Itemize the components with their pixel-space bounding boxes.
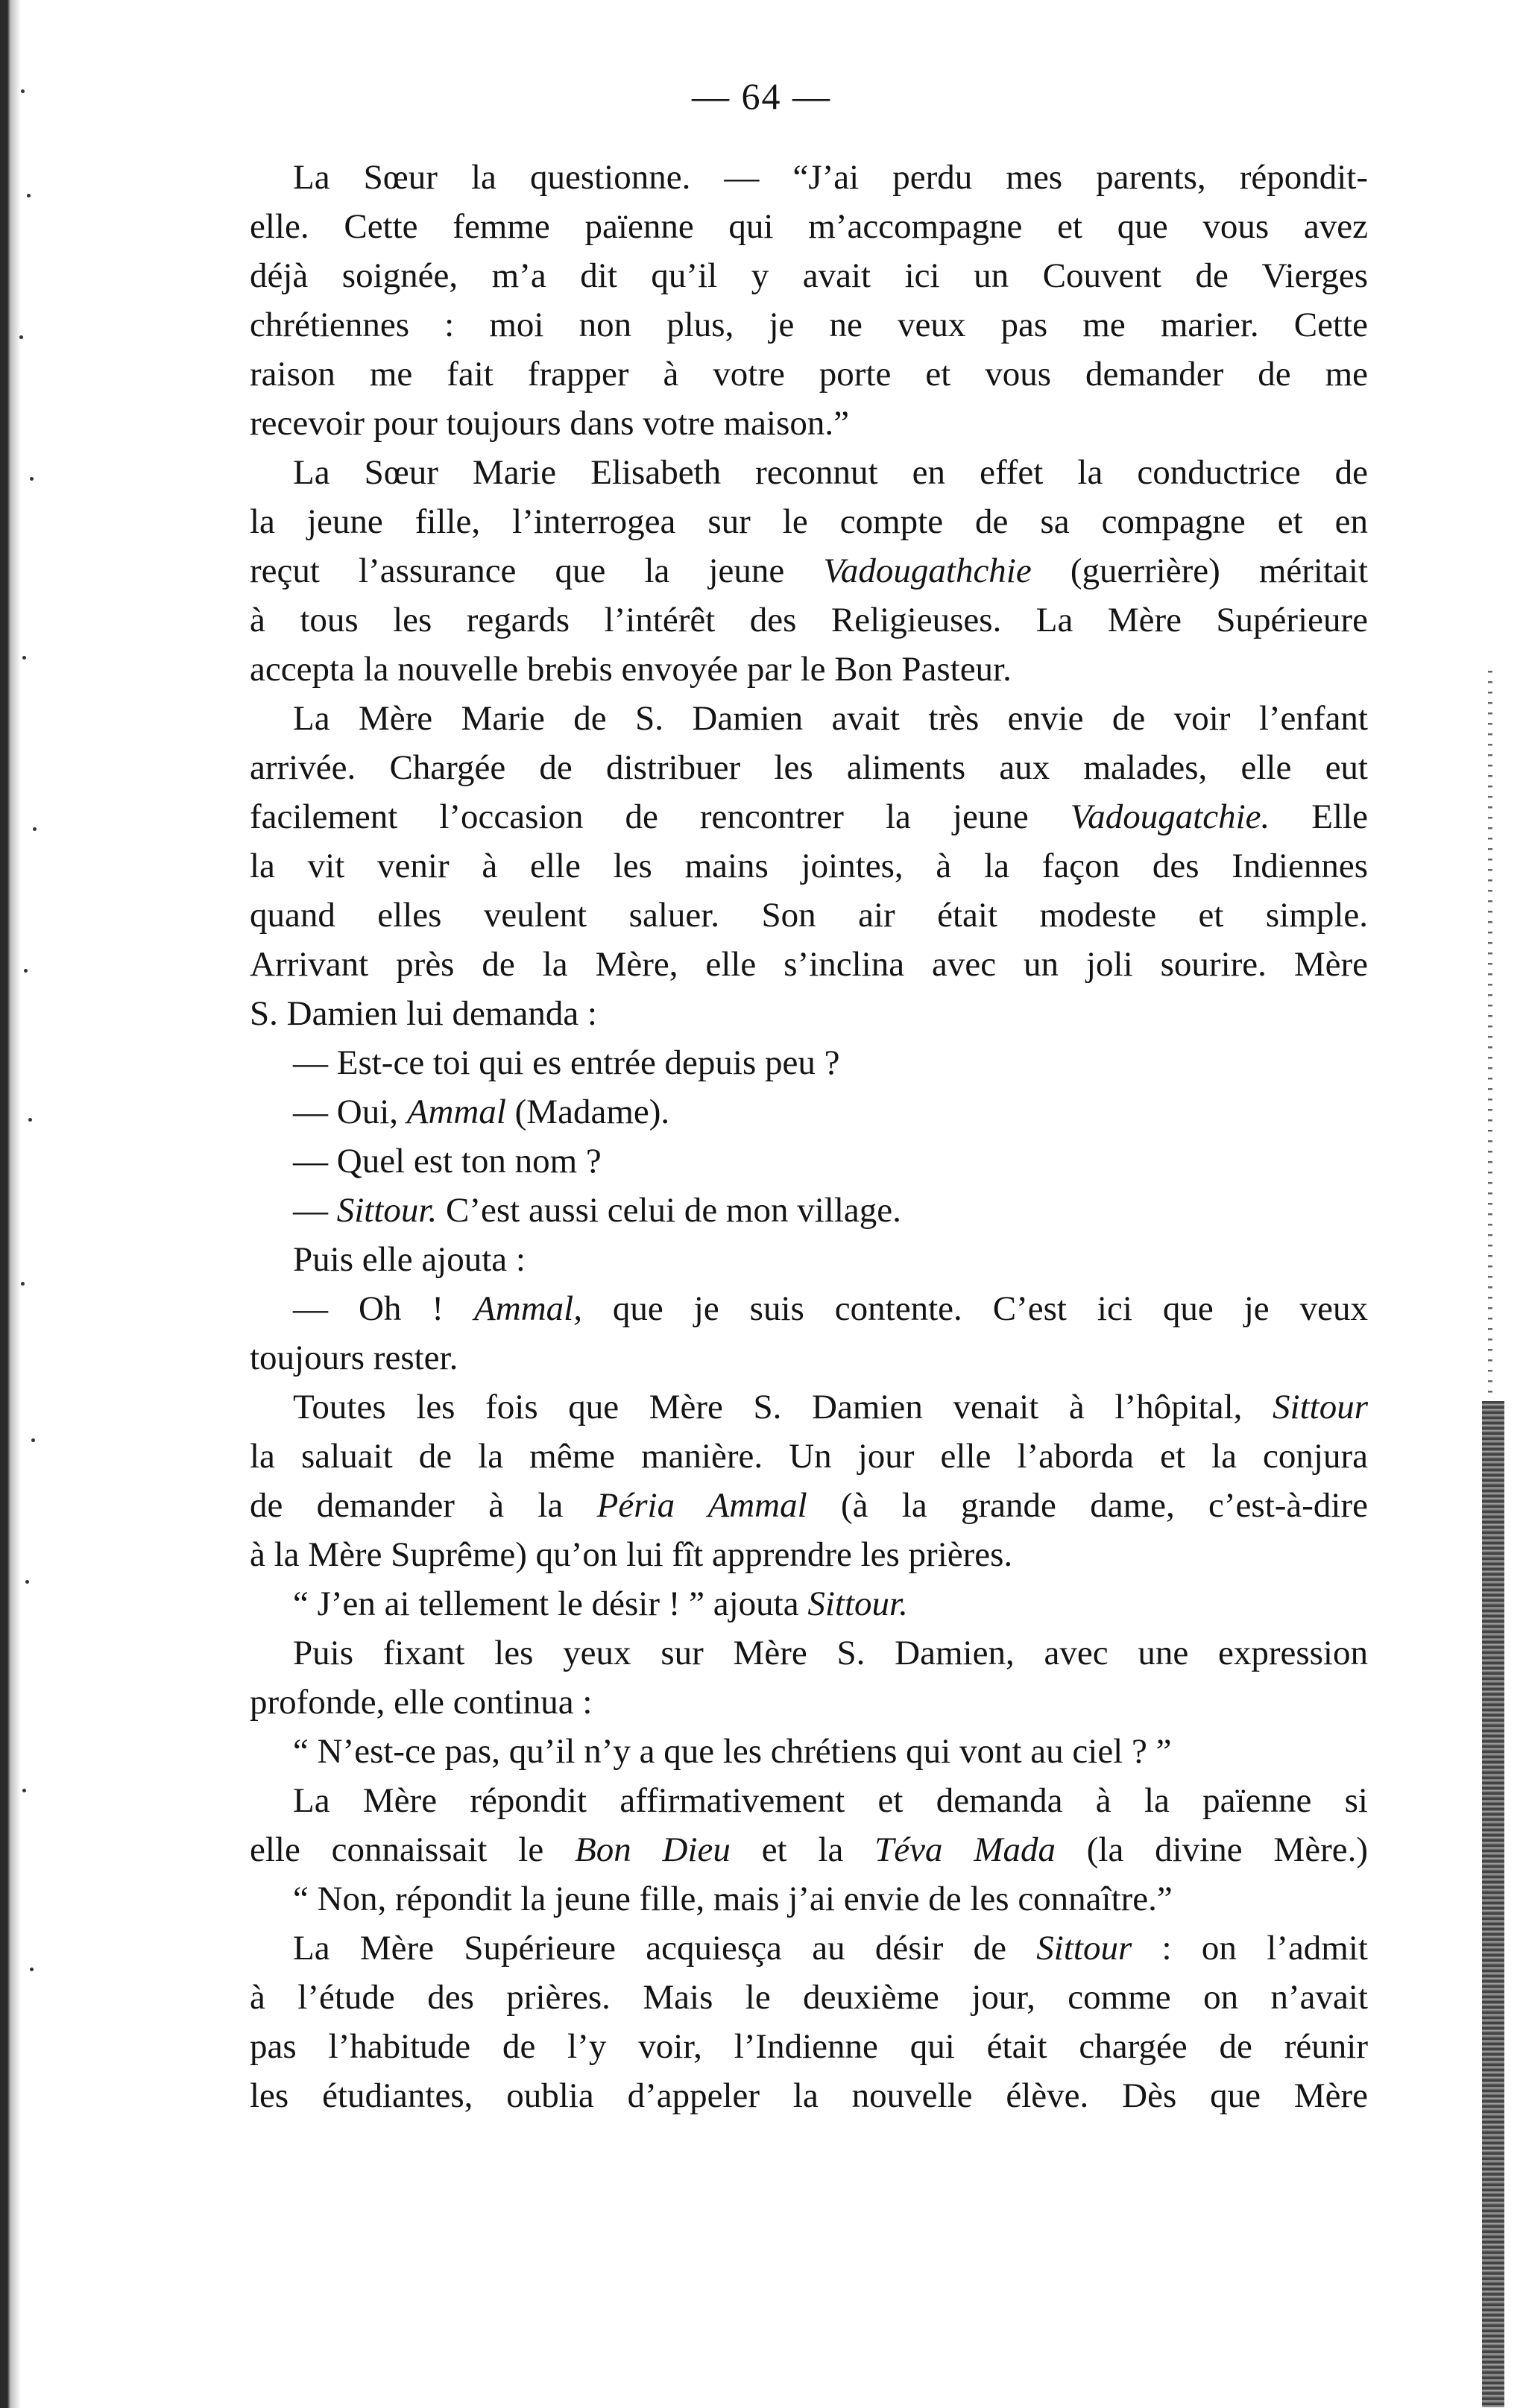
margin-specks <box>15 89 60 2027</box>
text-line <box>250 1137 1368 1186</box>
text-run: La Mère Marie de S. Damien avait très envie de voir l’enfant <box>293 699 1368 738</box>
text-line <box>250 1284 1368 1333</box>
text-line <box>250 645 1368 694</box>
text-line <box>250 202 1368 251</box>
text-line <box>250 448 1368 497</box>
text-run: Puis fixant les yeux sur Mère S. Damien, avec une expression <box>293 1634 1368 1672</box>
text-run: C’est aussi celui de mon village. <box>437 1191 901 1230</box>
text-run: Toutes les fois que Mère S. Damien venait à l’hôpital, <box>293 1388 1273 1426</box>
text-line <box>250 841 1368 891</box>
text-line <box>250 350 1368 399</box>
text-run: S. Damien lui demanda : <box>250 994 597 1033</box>
text-run: — Est-ce toi qui es entrée depuis peu ? <box>293 1043 840 1082</box>
text-run: de demander à la <box>250 1486 597 1525</box>
text-run: — Oui, <box>293 1093 407 1131</box>
text-line <box>250 1727 1368 1776</box>
text-line <box>250 1825 1368 1874</box>
italic-term: Péria Ammal <box>596 1486 807 1525</box>
text-run: pas l’habitude de l’y voir, l’Indienne qui était chargée de réunir <box>250 2027 1368 2066</box>
text-run: facilement l’occasion de rencontrer la jeune <box>250 797 1070 836</box>
text-run: (la divine Mère.) <box>1055 1830 1368 1869</box>
text-run: La Sœur Marie Elisabeth reconnut en effet la conductrice de <box>293 453 1368 492</box>
text-run: elle. Cette femme païenne qui m’accompagne et que vous avez <box>250 207 1368 246</box>
text-run: quand elles veulent saluer. Son air était modeste et simple. <box>250 896 1368 935</box>
italic-term: Téva Mada <box>874 1830 1056 1869</box>
text-run: à l’étude des prières. Mais le deuxième jour, comme on n’avait <box>250 1978 1368 2017</box>
text-line <box>250 1678 1368 1727</box>
italic-term: Ammal, <box>474 1289 582 1328</box>
text-line <box>250 399 1368 448</box>
text-line <box>250 940 1368 989</box>
text-run: raison me fait frapper à votre porte et vous demander de me <box>250 355 1368 394</box>
text-line <box>250 1924 1368 1973</box>
page-number: — 64 — <box>692 75 831 117</box>
text-line <box>250 891 1368 940</box>
text-run: La Mère Supérieure acquiesça au désir de <box>293 1929 1037 1968</box>
text-run: — Quel est ton nom ? <box>293 1142 602 1181</box>
text-line <box>250 1087 1368 1137</box>
text-run: (guerrière) méritait <box>1031 552 1368 590</box>
text-run: que je suis contente. C’est ici que je veux <box>581 1289 1368 1328</box>
body-text <box>250 153 1368 2120</box>
text-run: arrivée. Chargée de distribuer les aliments aux malades, elle eut <box>250 748 1368 787</box>
text-run: — <box>293 1191 337 1230</box>
text-run: “ N’est-ce pas, qu’il n’y a que les chrétiens qui vont au ciel ? ” <box>293 1732 1172 1771</box>
text-line <box>250 1333 1368 1382</box>
italic-term: Bon Dieu <box>575 1830 731 1869</box>
text-run: et la <box>730 1830 875 1869</box>
right-page-edge-stack <box>1482 1401 1504 2407</box>
text-line <box>250 300 1368 350</box>
text-line <box>250 153 1368 202</box>
text-line <box>250 497 1368 546</box>
text-run: à la Mère Suprême) qu’on lui fît apprendre les prières. <box>250 1535 1013 1574</box>
text-run: La Mère répondit affirmativement et demanda à la païenne si <box>293 1781 1368 1820</box>
text-run: reçut l’assurance que la jeune <box>250 552 824 590</box>
text-run: : on l’admit <box>1132 1929 1368 1968</box>
text-line <box>250 1628 1368 1678</box>
text-run: déjà soignée, m’a dit qu’il y avait ici un Couvent de Vierges <box>250 256 1368 295</box>
text-line <box>250 546 1368 595</box>
right-page-edge-marks <box>1488 671 1492 1401</box>
italic-term: Ammal <box>406 1093 506 1131</box>
text-run: “ Non, répondit la jeune fille, mais j’ai envie de les connaître.” <box>293 1880 1173 1918</box>
text-run: accepta la nouvelle brebis envoyée par le Bon Pasteur. <box>250 650 1012 689</box>
text-run: à tous les regards l’intérêt des Religieuses. La Mère Supérieure <box>250 601 1368 639</box>
text-line <box>250 1973 1368 2022</box>
italic-term: Vadougathchie <box>823 552 1032 590</box>
text-run: Puis elle ajouta : <box>293 1240 526 1279</box>
text-line <box>250 1481 1368 1530</box>
text-run: recevoir pour toujours dans votre maison.” <box>250 404 850 443</box>
text-line <box>250 2022 1368 2071</box>
text-line <box>250 1874 1368 1924</box>
text-line <box>250 1038 1368 1087</box>
text-run: la jeune fille, l’interrogea sur le compte de sa compagne et en <box>250 502 1368 541</box>
text-line <box>250 2071 1368 2120</box>
text-run: “ J’en ai tellement le désir ! ” ajouta <box>293 1584 808 1623</box>
text-line <box>250 1579 1368 1628</box>
text-line <box>250 1530 1368 1579</box>
text-run: elle connaissait le <box>250 1830 576 1869</box>
text-line <box>250 694 1368 743</box>
italic-term: Sittour <box>1273 1388 1368 1426</box>
text-run: La Sœur la questionne. — “J’ai perdu mes parents, répondit- <box>293 158 1368 197</box>
text-line <box>250 1186 1368 1235</box>
text-line <box>250 251 1368 300</box>
text-run: profonde, elle continua : <box>250 1683 593 1722</box>
text-line <box>250 1776 1368 1825</box>
text-line <box>250 1432 1368 1481</box>
italic-term: Vadougatchie. <box>1070 797 1270 836</box>
italic-term: Sittour <box>1036 1929 1132 1968</box>
text-run: la saluait de la même manière. Un jour elle l’aborda et la conjura <box>250 1437 1368 1476</box>
text-run: Arrivant près de la Mère, elle s’inclina avec un joli sourire. Mère <box>250 945 1368 984</box>
text-run: toujours rester. <box>250 1339 458 1377</box>
text-line <box>250 989 1368 1038</box>
italic-term: Sittour. <box>336 1191 438 1230</box>
italic-term: Sittour. <box>807 1584 908 1623</box>
text-run: (à la grande dame, c’est-à-dire <box>807 1486 1368 1525</box>
text-run: (Madame). <box>505 1093 670 1131</box>
text-run: chrétiennes : moi non plus, je ne veux pas me marier. Cette <box>250 306 1368 344</box>
text-run: — Oh ! <box>293 1289 475 1328</box>
text-line <box>250 743 1368 792</box>
text-line <box>250 1382 1368 1432</box>
text-line <box>250 595 1368 645</box>
text-run: Elle <box>1270 797 1368 836</box>
text-run: la vit venir à elle les mains jointes, à la façon des Indiennes <box>250 847 1368 885</box>
text-line <box>250 792 1368 841</box>
text-line <box>250 1235 1368 1284</box>
text-run: les étudiantes, oublia d’appeler la nouvelle élève. Dès que Mère <box>250 2076 1368 2115</box>
